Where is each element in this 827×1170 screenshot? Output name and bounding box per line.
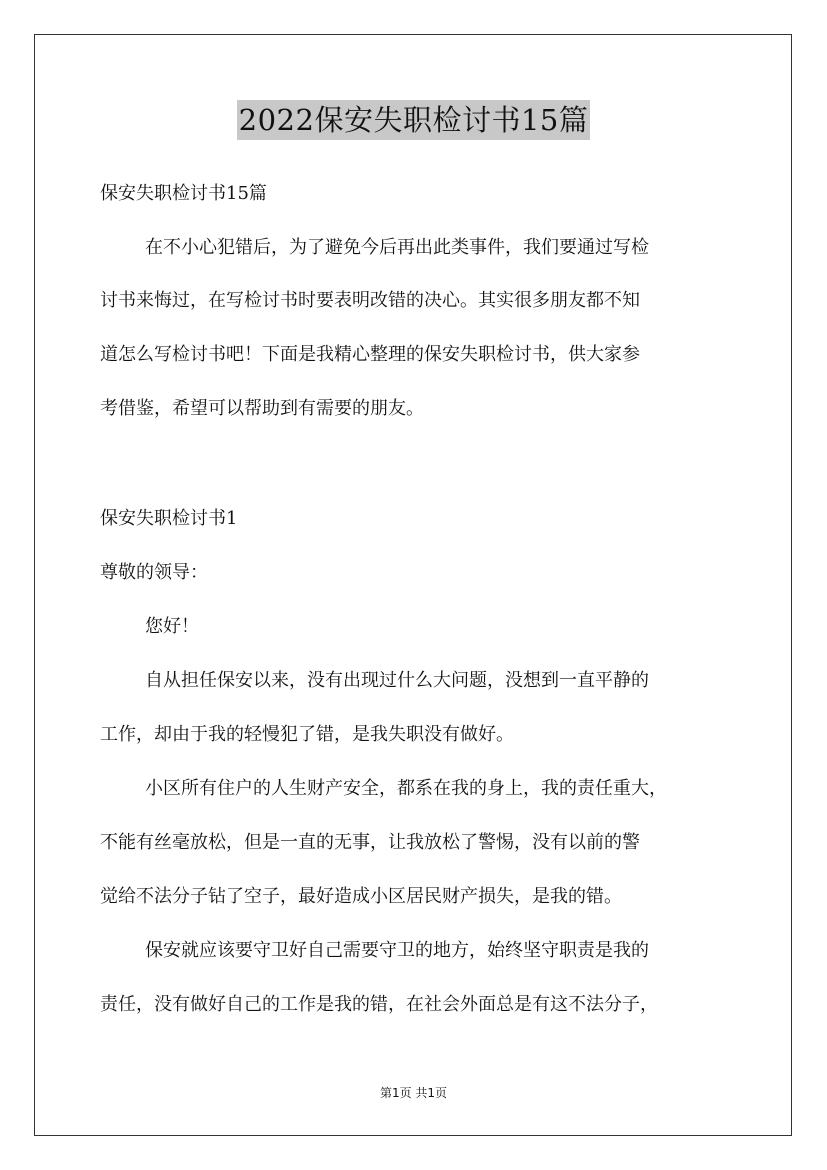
paragraph-line: 道怎么写检讨书吧！下面是我精心整理的保安失职检讨书，供大家参 xyxy=(100,344,640,365)
page-number-label: 第1页 共1页 xyxy=(379,1086,448,1100)
paragraph-line: 考借鉴，希望可以帮助到有需要的朋友。 xyxy=(100,398,424,419)
paragraph-line: 觉给不法分子钻了空子，最好造成小区居民财产损失，是我的错。 xyxy=(100,886,622,907)
paragraph-line: 自从担任保安以来，没有出现过什么大问题，没想到一直平静的 xyxy=(145,670,649,691)
title-container xyxy=(0,100,827,140)
greeting: 您好！ xyxy=(145,616,199,637)
paragraph-line: 保安就应该要守卫好自己需要守卫的地方，始终坚守职责是我的 xyxy=(145,940,649,961)
salutation: 尊敬的领导： xyxy=(100,562,208,583)
paragraph-line: 不能有丝毫放松，但是一直的无事，让我放松了警惕，没有以前的警 xyxy=(100,832,640,853)
subtitle-line: 保安失职检讨书15篇 xyxy=(100,183,267,204)
paragraph-line: 小区所有住户的人生财产安全，都系在我的身上，我的责任重大， xyxy=(145,778,667,799)
paragraph-line: 讨书来悔过，在写检讨书时要表明改错的决心。其实很多朋友都不知 xyxy=(100,290,640,311)
paragraph-line: 在不小心犯错后，为了避免今后再出此类事件，我们要通过写检 xyxy=(145,237,649,258)
paragraph-line: 工作，却由于我的轻慢犯了错，是我失职没有做好。 xyxy=(100,724,514,745)
page-footer xyxy=(0,1084,827,1101)
document-title: 2022保安失职检讨书15篇 xyxy=(237,100,591,140)
section-heading: 保安失职检讨书1 xyxy=(100,508,238,529)
paragraph-line: 责任，没有做好自己的工作是我的错，在社会外面总是有这不法分子， xyxy=(100,994,658,1015)
